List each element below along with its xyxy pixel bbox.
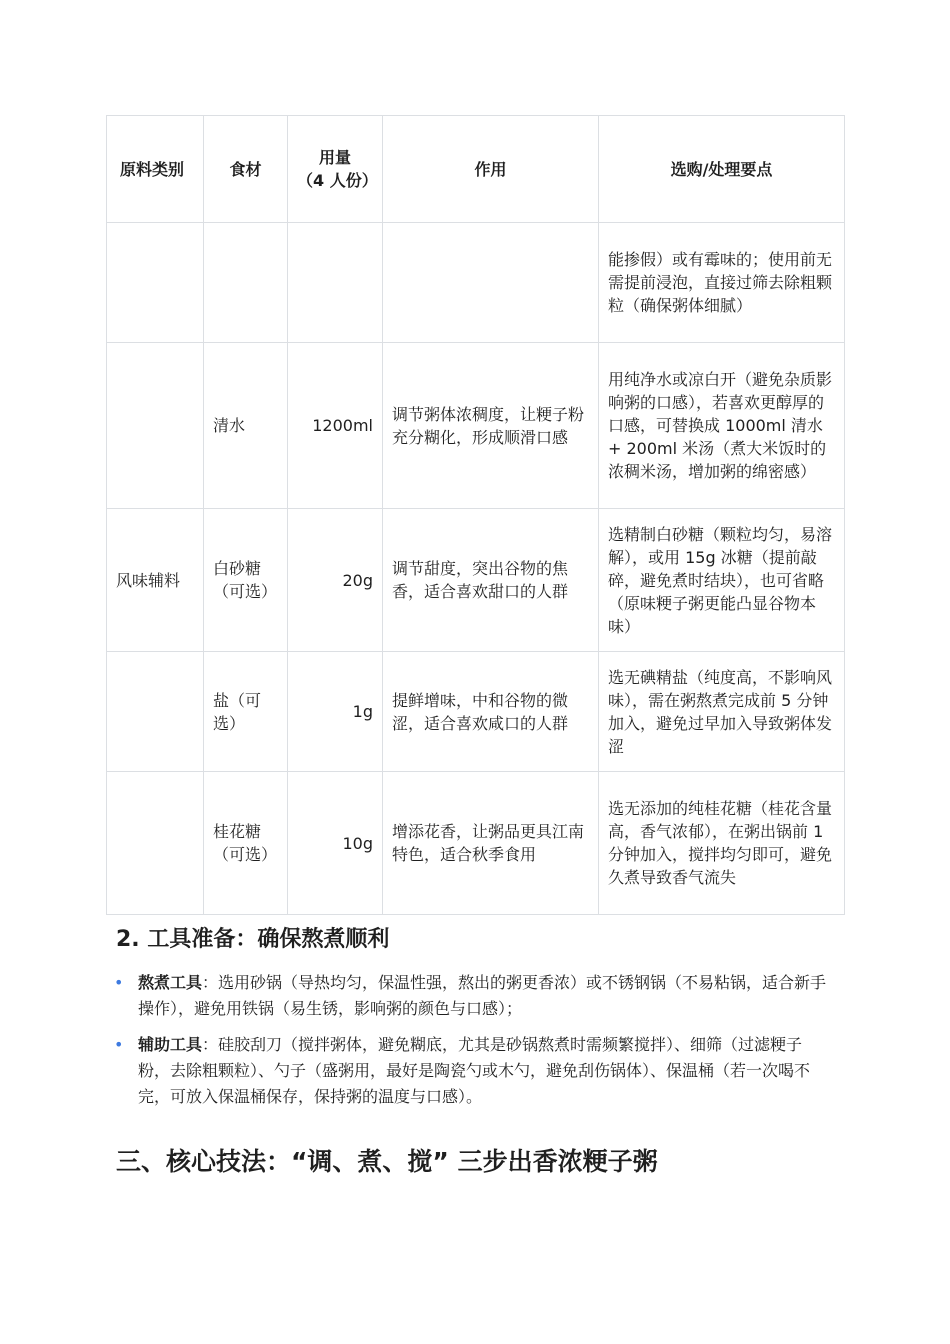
table-row bbox=[107, 772, 845, 915]
cell-tips: 选精制白砂糖（颗粒均匀，易溶解），或用 15g 冰糖（提前敲碎，避免煮时结块），也可省略（原味粳子粥更能凸显谷物本味） bbox=[599, 509, 845, 652]
cell-ingredient: 盐（可选） bbox=[204, 652, 288, 772]
cell-function: 调节甜度，突出谷物的焦香，适合喜欢甜口的人群 bbox=[383, 509, 599, 652]
cell-function: 提鲜增味，中和谷物的微涩，适合喜欢咸口的人群 bbox=[383, 652, 599, 772]
cell-amount: 10g bbox=[288, 772, 383, 915]
cell-tips: 用纯净水或凉白开（避免杂质影响粥的口感），若喜欢更醇厚的口感，可替换成 1000ml 清水 + 200ml 米汤（煮大米饭时的浓稠米汤，增加粥的绵密感） bbox=[599, 343, 845, 509]
cell-function: 调节粥体浓稠度，让粳子粉充分糊化，形成顺滑口感 bbox=[383, 343, 599, 509]
cell-ingredient bbox=[204, 223, 288, 343]
list-item-text: ：选用砂锅（导热均匀，保温性强，熬出的粥更香浓）或不锈钢锅（不易粘锅，适合新手操作），避免用铁锅（易生锈，影响粥的颜色与口感）； bbox=[138, 973, 827, 1018]
bullet-dot-icon: • bbox=[114, 1035, 124, 1054]
tools-list bbox=[114, 970, 830, 1120]
table-header-row bbox=[107, 116, 845, 223]
ingredients-table bbox=[106, 115, 845, 915]
cell-amount: 20g bbox=[288, 509, 383, 652]
header-function: 作用 bbox=[383, 116, 599, 223]
cell-tips: 选无碘精盐（纯度高，不影响风味），需在粥熬煮完成前 5 分钟加入，避免过早加入导致粥体发涩 bbox=[599, 652, 845, 772]
cell-category: 风味辅料 bbox=[107, 509, 204, 652]
cell-category bbox=[107, 343, 204, 509]
header-ingredient: 食材 bbox=[204, 116, 288, 223]
tools-section-heading: 2. 工具准备：确保熬煮顺利 bbox=[116, 927, 390, 952]
cell-tips: 选无添加的纯桂花糖（桂花含量高，香气浓郁），在粥出锅前 1 分钟加入，搅拌均匀即可，避免久煮导致香气流失 bbox=[599, 772, 845, 915]
cell-amount: 1200ml bbox=[288, 343, 383, 509]
header-category: 原料类别 bbox=[107, 116, 204, 223]
list-item-text: ：硅胶刮刀（搅拌粥体，避免糊底，尤其是砂锅熬煮时需频繁搅拌）、细筛（过滤粳子粉，去除粗颗粒）、勺子（盛粥用，最好是陶瓷勺或木勺，避免刮伤锅体）、保温桶（若一次喝不完，可放入保温桶保存，保持粥的温度与口感）。 bbox=[138, 1035, 811, 1106]
header-amount-unit: （4 人份） bbox=[297, 171, 378, 190]
bullet-dot-icon: • bbox=[114, 973, 124, 992]
table-row bbox=[107, 509, 845, 652]
list-item-term: 熬煮工具 bbox=[138, 973, 203, 992]
cell-category bbox=[107, 223, 204, 343]
header-amount bbox=[288, 116, 383, 223]
list-item bbox=[114, 1032, 830, 1110]
table-row bbox=[107, 652, 845, 772]
cell-function bbox=[383, 223, 599, 343]
table-row bbox=[107, 223, 845, 343]
list-item bbox=[114, 970, 830, 1022]
cell-amount bbox=[288, 223, 383, 343]
cell-ingredient: 白砂糖（可选） bbox=[204, 509, 288, 652]
header-amount-label: 用量 bbox=[318, 148, 351, 167]
cell-category bbox=[107, 652, 204, 772]
cell-ingredient: 桂花糖（可选） bbox=[204, 772, 288, 915]
cell-ingredient: 清水 bbox=[204, 343, 288, 509]
core-section-heading: 三、核心技法：“调、煮、搅” 三步出香浓粳子粥 bbox=[116, 1147, 658, 1176]
cell-category bbox=[107, 772, 204, 915]
list-item-term: 辅助工具 bbox=[138, 1035, 203, 1054]
header-tips: 选购/处理要点 bbox=[599, 116, 845, 223]
table-row bbox=[107, 343, 845, 509]
cell-tips: 能掺假）或有霉味的；使用前无需提前浸泡，直接过筛去除粗颗粒（确保粥体细腻） bbox=[599, 223, 845, 343]
cell-amount: 1g bbox=[288, 652, 383, 772]
cell-function: 增添花香，让粥品更具江南特色，适合秋季食用 bbox=[383, 772, 599, 915]
